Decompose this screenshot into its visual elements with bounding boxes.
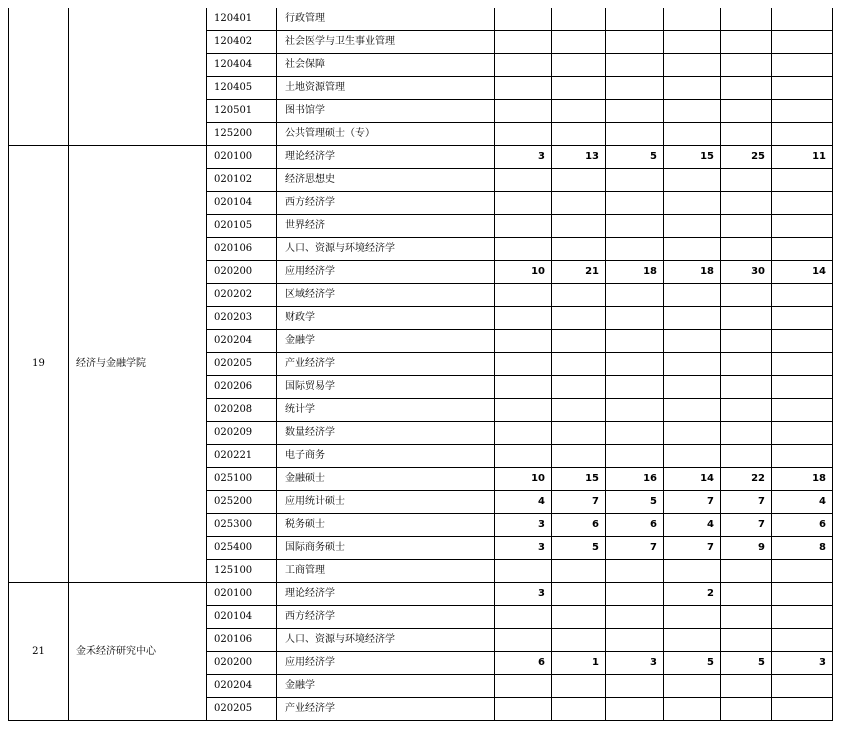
count-cell <box>721 123 772 146</box>
count-cell <box>772 100 833 123</box>
table-row <box>9 8 833 31</box>
count-cell: 7 <box>606 537 664 560</box>
count-cell <box>772 307 833 330</box>
major-code-cell: 020206 <box>207 376 277 399</box>
count-cell <box>772 560 833 583</box>
count-cell <box>721 330 772 353</box>
count-cell <box>606 238 664 261</box>
count-cell <box>606 31 664 54</box>
count-cell <box>721 698 772 721</box>
count-cell <box>552 330 606 353</box>
major-code-cell: 020205 <box>207 353 277 376</box>
count-cell: 15 <box>664 146 721 169</box>
count-cell <box>664 192 721 215</box>
count-cell <box>772 445 833 468</box>
count-cell <box>495 445 552 468</box>
count-cell <box>772 284 833 307</box>
count-cell <box>606 629 664 652</box>
count-cell <box>772 54 833 77</box>
count-cell <box>606 169 664 192</box>
count-cell <box>664 77 721 100</box>
count-cell <box>721 100 772 123</box>
count-cell <box>721 583 772 606</box>
count-cell: 15 <box>552 468 606 491</box>
count-cell <box>721 307 772 330</box>
major-name-cell: 数量经济学 <box>277 422 495 445</box>
count-cell <box>552 284 606 307</box>
table-row <box>9 583 833 606</box>
count-cell: 25 <box>721 146 772 169</box>
count-cell <box>552 215 606 238</box>
count-cell <box>664 100 721 123</box>
count-cell <box>772 606 833 629</box>
major-code-cell: 120404 <box>207 54 277 77</box>
count-cell <box>664 8 721 31</box>
count-cell <box>772 330 833 353</box>
major-name-cell: 经济思想史 <box>277 169 495 192</box>
count-cell <box>552 445 606 468</box>
count-cell <box>606 192 664 215</box>
count-cell <box>772 192 833 215</box>
count-cell <box>664 376 721 399</box>
count-cell: 6 <box>606 514 664 537</box>
count-cell <box>721 284 772 307</box>
count-cell <box>552 307 606 330</box>
major-code-cell: 120402 <box>207 31 277 54</box>
major-code-cell: 020200 <box>207 652 277 675</box>
count-cell: 6 <box>552 514 606 537</box>
count-cell: 7 <box>664 491 721 514</box>
count-cell <box>664 606 721 629</box>
count-cell <box>664 215 721 238</box>
count-cell: 5 <box>606 146 664 169</box>
major-name-cell: 社会保障 <box>277 54 495 77</box>
major-name-cell: 人口、资源与环境经济学 <box>277 629 495 652</box>
count-cell <box>772 629 833 652</box>
count-cell <box>772 698 833 721</box>
unit-index-cell <box>9 8 69 146</box>
count-cell: 14 <box>664 468 721 491</box>
count-cell: 16 <box>606 468 664 491</box>
enrollment-table <box>8 8 833 721</box>
count-cell <box>664 284 721 307</box>
count-cell <box>606 675 664 698</box>
count-cell <box>552 606 606 629</box>
table-row <box>9 146 833 169</box>
count-cell: 22 <box>721 468 772 491</box>
major-name-cell: 西方经济学 <box>277 606 495 629</box>
count-cell <box>495 169 552 192</box>
major-name-cell: 世界经济 <box>277 215 495 238</box>
major-code-cell: 020209 <box>207 422 277 445</box>
major-code-cell: 125100 <box>207 560 277 583</box>
count-cell <box>772 77 833 100</box>
count-cell: 3 <box>772 652 833 675</box>
count-cell <box>772 169 833 192</box>
major-name-cell: 税务硕士 <box>277 514 495 537</box>
major-code-cell: 120405 <box>207 77 277 100</box>
count-cell <box>495 77 552 100</box>
count-cell <box>606 123 664 146</box>
count-cell <box>606 445 664 468</box>
count-cell <box>664 560 721 583</box>
count-cell <box>552 100 606 123</box>
count-cell: 10 <box>495 468 552 491</box>
count-cell <box>552 376 606 399</box>
major-name-cell: 应用经济学 <box>277 261 495 284</box>
major-name-cell: 土地资源管理 <box>277 77 495 100</box>
count-cell: 3 <box>495 514 552 537</box>
count-cell <box>606 376 664 399</box>
count-cell: 11 <box>772 146 833 169</box>
count-cell <box>606 353 664 376</box>
count-cell: 8 <box>772 537 833 560</box>
count-cell <box>495 330 552 353</box>
count-cell <box>552 31 606 54</box>
count-cell <box>721 169 772 192</box>
count-cell <box>606 284 664 307</box>
count-cell <box>772 583 833 606</box>
major-code-cell: 025100 <box>207 468 277 491</box>
major-name-cell: 行政管理 <box>277 8 495 31</box>
count-cell <box>664 330 721 353</box>
major-name-cell: 金融学 <box>277 675 495 698</box>
major-code-cell: 020202 <box>207 284 277 307</box>
major-code-cell: 020205 <box>207 698 277 721</box>
count-cell: 3 <box>495 537 552 560</box>
count-cell: 5 <box>606 491 664 514</box>
count-cell <box>495 422 552 445</box>
major-code-cell: 020203 <box>207 307 277 330</box>
count-cell <box>606 422 664 445</box>
count-cell: 6 <box>772 514 833 537</box>
count-cell <box>772 353 833 376</box>
count-cell <box>772 238 833 261</box>
count-cell <box>552 169 606 192</box>
major-name-cell: 国际商务硕士 <box>277 537 495 560</box>
major-name-cell: 电子商务 <box>277 445 495 468</box>
unit-index-cell: 21 <box>9 583 69 721</box>
major-name-cell: 社会医学与卫生事业管理 <box>277 31 495 54</box>
major-code-cell: 025400 <box>207 537 277 560</box>
major-name-cell: 理论经济学 <box>277 146 495 169</box>
count-cell <box>664 675 721 698</box>
count-cell: 13 <box>552 146 606 169</box>
count-cell <box>552 123 606 146</box>
count-cell <box>552 353 606 376</box>
count-cell <box>552 399 606 422</box>
major-code-cell: 020221 <box>207 445 277 468</box>
count-cell <box>664 353 721 376</box>
major-code-cell: 020106 <box>207 629 277 652</box>
count-cell: 5 <box>664 652 721 675</box>
count-cell <box>664 169 721 192</box>
count-cell <box>552 54 606 77</box>
count-cell: 18 <box>606 261 664 284</box>
major-name-cell: 统计学 <box>277 399 495 422</box>
count-cell <box>721 54 772 77</box>
count-cell <box>664 629 721 652</box>
count-cell: 21 <box>552 261 606 284</box>
count-cell: 18 <box>664 261 721 284</box>
count-cell: 3 <box>495 146 552 169</box>
count-cell <box>721 8 772 31</box>
count-cell <box>772 675 833 698</box>
count-cell <box>664 422 721 445</box>
unit-name-cell: 金禾经济研究中心 <box>69 583 207 721</box>
count-cell: 2 <box>664 583 721 606</box>
major-name-cell: 应用统计硕士 <box>277 491 495 514</box>
major-code-cell: 025200 <box>207 491 277 514</box>
count-cell <box>721 376 772 399</box>
major-name-cell: 人口、资源与环境经济学 <box>277 238 495 261</box>
count-cell <box>721 629 772 652</box>
count-cell <box>495 399 552 422</box>
count-cell: 7 <box>721 514 772 537</box>
count-cell: 14 <box>772 261 833 284</box>
count-cell <box>721 215 772 238</box>
major-name-cell: 理论经济学 <box>277 583 495 606</box>
major-code-cell: 125200 <box>207 123 277 146</box>
count-cell: 3 <box>495 583 552 606</box>
count-cell <box>552 8 606 31</box>
major-name-cell: 金融硕士 <box>277 468 495 491</box>
count-cell <box>606 54 664 77</box>
count-cell <box>495 192 552 215</box>
count-cell <box>495 698 552 721</box>
count-cell <box>606 698 664 721</box>
count-cell <box>721 192 772 215</box>
count-cell <box>721 445 772 468</box>
major-name-cell: 图书馆学 <box>277 100 495 123</box>
major-name-cell: 西方经济学 <box>277 192 495 215</box>
table-body <box>9 8 833 721</box>
count-cell <box>721 77 772 100</box>
count-cell: 4 <box>495 491 552 514</box>
count-cell <box>721 31 772 54</box>
count-cell <box>495 629 552 652</box>
major-code-cell: 020204 <box>207 330 277 353</box>
count-cell <box>664 399 721 422</box>
count-cell <box>606 215 664 238</box>
major-name-cell: 区域经济学 <box>277 284 495 307</box>
count-cell <box>664 123 721 146</box>
count-cell <box>495 606 552 629</box>
count-cell <box>664 238 721 261</box>
count-cell <box>495 238 552 261</box>
count-cell <box>772 399 833 422</box>
major-name-cell: 应用经济学 <box>277 652 495 675</box>
count-cell: 5 <box>721 652 772 675</box>
major-code-cell: 020104 <box>207 192 277 215</box>
count-cell <box>606 330 664 353</box>
count-cell: 4 <box>772 491 833 514</box>
major-code-cell: 020105 <box>207 215 277 238</box>
count-cell <box>495 284 552 307</box>
count-cell <box>495 54 552 77</box>
count-cell <box>606 560 664 583</box>
count-cell <box>606 606 664 629</box>
count-cell: 4 <box>664 514 721 537</box>
count-cell: 9 <box>721 537 772 560</box>
count-cell <box>495 307 552 330</box>
count-cell: 10 <box>495 261 552 284</box>
count-cell <box>552 583 606 606</box>
major-name-cell: 公共管理硕士（专） <box>277 123 495 146</box>
count-cell <box>664 698 721 721</box>
count-cell <box>606 77 664 100</box>
count-cell <box>606 307 664 330</box>
count-cell <box>606 399 664 422</box>
count-cell <box>664 307 721 330</box>
count-cell <box>664 445 721 468</box>
count-cell <box>664 31 721 54</box>
count-cell: 7 <box>552 491 606 514</box>
count-cell <box>721 606 772 629</box>
count-cell <box>664 54 721 77</box>
count-cell <box>606 583 664 606</box>
count-cell <box>495 376 552 399</box>
count-cell <box>721 353 772 376</box>
major-code-cell: 120401 <box>207 8 277 31</box>
major-code-cell: 020204 <box>207 675 277 698</box>
unit-index-cell: 19 <box>9 146 69 583</box>
major-name-cell: 产业经济学 <box>277 353 495 376</box>
count-cell: 6 <box>495 652 552 675</box>
count-cell: 7 <box>664 537 721 560</box>
count-cell <box>552 238 606 261</box>
count-cell: 7 <box>721 491 772 514</box>
major-code-cell: 020102 <box>207 169 277 192</box>
count-cell <box>495 675 552 698</box>
major-name-cell: 财政学 <box>277 307 495 330</box>
count-cell <box>552 629 606 652</box>
major-code-cell: 025300 <box>207 514 277 537</box>
unit-name-cell <box>69 8 207 146</box>
count-cell <box>495 215 552 238</box>
count-cell: 5 <box>552 537 606 560</box>
count-cell: 3 <box>606 652 664 675</box>
major-name-cell: 金融学 <box>277 330 495 353</box>
major-code-cell: 020208 <box>207 399 277 422</box>
major-code-cell: 120501 <box>207 100 277 123</box>
count-cell <box>721 238 772 261</box>
count-cell <box>495 353 552 376</box>
count-cell <box>721 675 772 698</box>
count-cell <box>552 560 606 583</box>
count-cell: 1 <box>552 652 606 675</box>
count-cell <box>721 422 772 445</box>
count-cell <box>495 123 552 146</box>
count-cell <box>552 77 606 100</box>
count-cell: 30 <box>721 261 772 284</box>
major-code-cell: 020100 <box>207 583 277 606</box>
major-code-cell: 020104 <box>207 606 277 629</box>
count-cell <box>772 215 833 238</box>
major-name-cell: 国际贸易学 <box>277 376 495 399</box>
count-cell <box>721 399 772 422</box>
count-cell <box>495 560 552 583</box>
count-cell <box>552 422 606 445</box>
count-cell <box>495 31 552 54</box>
count-cell <box>606 100 664 123</box>
count-cell <box>772 422 833 445</box>
major-code-cell: 020200 <box>207 261 277 284</box>
major-code-cell: 020100 <box>207 146 277 169</box>
count-cell <box>772 8 833 31</box>
count-cell <box>552 192 606 215</box>
unit-name-cell: 经济与金融学院 <box>69 146 207 583</box>
major-code-cell: 020106 <box>207 238 277 261</box>
count-cell <box>552 698 606 721</box>
major-name-cell: 产业经济学 <box>277 698 495 721</box>
count-cell <box>495 100 552 123</box>
count-cell <box>772 123 833 146</box>
count-cell: 18 <box>772 468 833 491</box>
count-cell <box>721 560 772 583</box>
count-cell <box>495 8 552 31</box>
major-name-cell: 工商管理 <box>277 560 495 583</box>
count-cell <box>772 376 833 399</box>
count-cell <box>772 31 833 54</box>
count-cell <box>552 675 606 698</box>
count-cell <box>606 8 664 31</box>
